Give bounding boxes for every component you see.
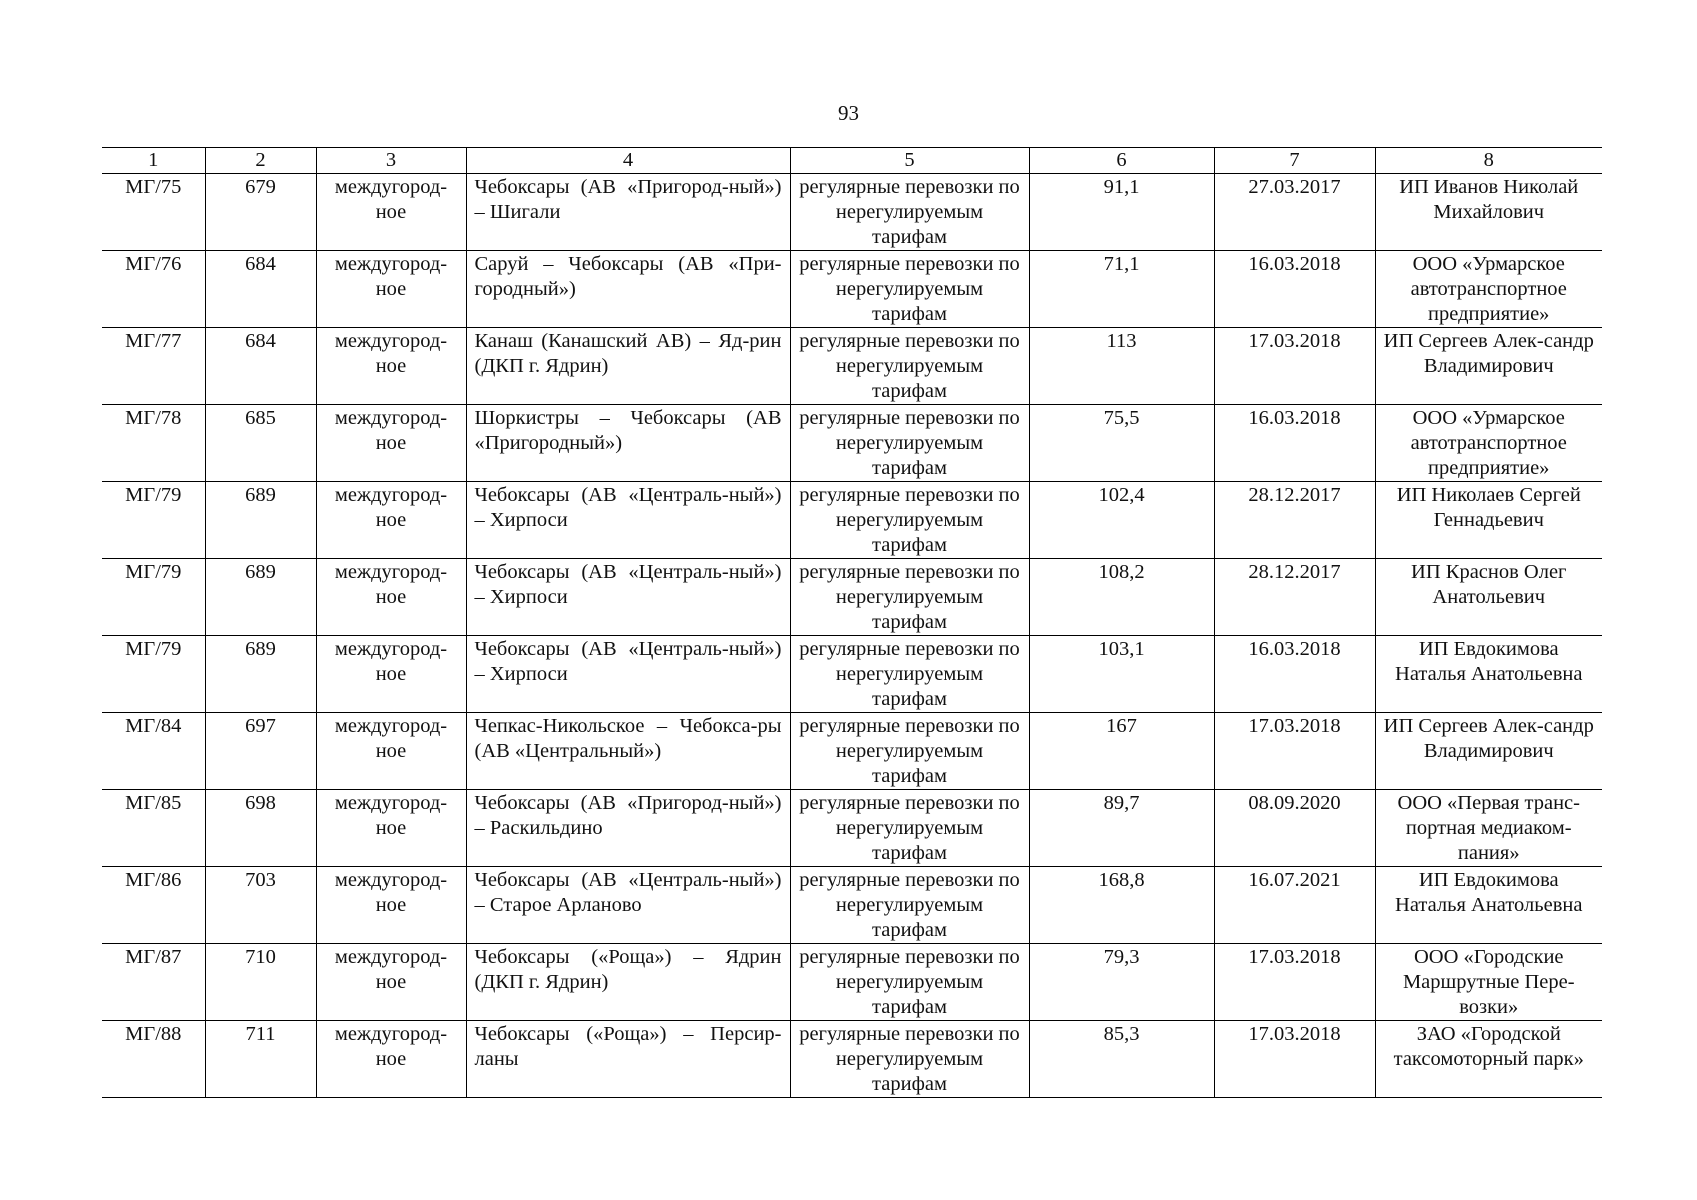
carrier-cell: ИП Краснов Олег Анатольевич bbox=[1375, 559, 1602, 636]
route-name-cell: Чебоксары («Роща») – Ядрин (ДКП г. Ядрин) bbox=[466, 944, 790, 1021]
route-code-cell: МГ/84 bbox=[102, 713, 205, 790]
route-number-cell: 684 bbox=[205, 251, 316, 328]
route-code-cell: МГ/79 bbox=[102, 482, 205, 559]
route-length-cell: 167 bbox=[1029, 713, 1214, 790]
route-name-cell: Чебоксары («Роща») – Персир-ланы bbox=[466, 1021, 790, 1098]
route-type-cell: междугород-ное bbox=[316, 1021, 466, 1098]
column-header-4: 4 bbox=[466, 148, 790, 174]
date-cell: 17.03.2018 bbox=[1214, 713, 1375, 790]
table-row bbox=[102, 944, 1602, 1021]
route-length-cell: 168,8 bbox=[1029, 867, 1214, 944]
carrier-cell: ИП Сергеев Алек-сандр Владимирович bbox=[1375, 328, 1602, 405]
transport-kind-cell: регулярные перевозки по нерегулируемым тарифам bbox=[790, 559, 1029, 636]
transport-kind-cell: регулярные перевозки по нерегулируемым тарифам bbox=[790, 944, 1029, 1021]
date-cell: 16.03.2018 bbox=[1214, 251, 1375, 328]
route-type-cell: междугород-ное bbox=[316, 636, 466, 713]
route-number-cell: 697 bbox=[205, 713, 316, 790]
carrier-cell: ЗАО «Городской таксомоторный парк» bbox=[1375, 1021, 1602, 1098]
column-header-7: 7 bbox=[1214, 148, 1375, 174]
route-code-cell: МГ/88 bbox=[102, 1021, 205, 1098]
carrier-cell: ООО «Первая транс-портная медиаком-пания» bbox=[1375, 790, 1602, 867]
column-header-2: 2 bbox=[205, 148, 316, 174]
route-type-cell: междугород-ное bbox=[316, 790, 466, 867]
route-type-cell: междугород-ное bbox=[316, 482, 466, 559]
route-name-cell: Чебоксары (АВ «Пригород-ный») – Раскильдино bbox=[466, 790, 790, 867]
route-name-cell: Канаш (Канашский АВ) – Яд-рин (ДКП г. Ядрин) bbox=[466, 328, 790, 405]
date-cell: 17.03.2018 bbox=[1214, 944, 1375, 1021]
route-name-cell: Саруй – Чебоксары (АВ «При-городный») bbox=[466, 251, 790, 328]
table-row bbox=[102, 174, 1602, 251]
route-code-cell: МГ/78 bbox=[102, 405, 205, 482]
date-cell: 28.12.2017 bbox=[1214, 559, 1375, 636]
route-number-cell: 689 bbox=[205, 559, 316, 636]
route-length-cell: 85,3 bbox=[1029, 1021, 1214, 1098]
route-type-cell: междугород-ное bbox=[316, 867, 466, 944]
column-header-5: 5 bbox=[790, 148, 1029, 174]
transport-kind-cell: регулярные перевозки по нерегулируемым тарифам bbox=[790, 405, 1029, 482]
column-header-6: 6 bbox=[1029, 148, 1214, 174]
route-length-cell: 102,4 bbox=[1029, 482, 1214, 559]
carrier-cell: ООО «Городские Маршрутные Пере-возки» bbox=[1375, 944, 1602, 1021]
route-number-cell: 711 bbox=[205, 1021, 316, 1098]
route-length-cell: 103,1 bbox=[1029, 636, 1214, 713]
route-code-cell: МГ/79 bbox=[102, 636, 205, 713]
table-row bbox=[102, 867, 1602, 944]
route-code-cell: МГ/86 bbox=[102, 867, 205, 944]
table-row bbox=[102, 559, 1602, 636]
table-row bbox=[102, 482, 1602, 559]
route-name-cell: Чебоксары (АВ «Пригород-ный») – Шигали bbox=[466, 174, 790, 251]
table-row bbox=[102, 405, 1602, 482]
column-header-1: 1 bbox=[102, 148, 205, 174]
route-type-cell: междугород-ное bbox=[316, 328, 466, 405]
route-name-cell: Чепкас-Никольское – Чебокса-ры (АВ «Центральный») bbox=[466, 713, 790, 790]
route-length-cell: 71,1 bbox=[1029, 251, 1214, 328]
route-length-cell: 75,5 bbox=[1029, 405, 1214, 482]
date-cell: 17.03.2018 bbox=[1214, 328, 1375, 405]
transport-kind-cell: регулярные перевозки по нерегулируемым тарифам bbox=[790, 636, 1029, 713]
route-length-cell: 113 bbox=[1029, 328, 1214, 405]
column-header-3: 3 bbox=[316, 148, 466, 174]
route-length-cell: 89,7 bbox=[1029, 790, 1214, 867]
carrier-cell: ИП Евдокимова Наталья Анатольевна bbox=[1375, 636, 1602, 713]
carrier-cell: ИП Иванов Николай Михайлович bbox=[1375, 174, 1602, 251]
column-header-8: 8 bbox=[1375, 148, 1602, 174]
date-cell: 17.03.2018 bbox=[1214, 1021, 1375, 1098]
route-name-cell: Чебоксары (АВ «Централь-ный») – Хирпоси bbox=[466, 636, 790, 713]
route-type-cell: междугород-ное bbox=[316, 174, 466, 251]
route-code-cell: МГ/85 bbox=[102, 790, 205, 867]
route-type-cell: междугород-ное bbox=[316, 944, 466, 1021]
transport-kind-cell: регулярные перевозки по нерегулируемым тарифам bbox=[790, 713, 1029, 790]
route-number-cell: 710 bbox=[205, 944, 316, 1021]
table-row bbox=[102, 328, 1602, 405]
transport-kind-cell: регулярные перевозки по нерегулируемым тарифам bbox=[790, 790, 1029, 867]
route-code-cell: МГ/75 bbox=[102, 174, 205, 251]
route-code-cell: МГ/77 bbox=[102, 328, 205, 405]
route-code-cell: МГ/79 bbox=[102, 559, 205, 636]
route-length-cell: 108,2 bbox=[1029, 559, 1214, 636]
route-type-cell: междугород-ное bbox=[316, 559, 466, 636]
routes-table bbox=[102, 147, 1602, 1098]
date-cell: 16.03.2018 bbox=[1214, 636, 1375, 713]
page-number: 93 bbox=[838, 101, 859, 125]
table-row bbox=[102, 790, 1602, 867]
table-row bbox=[102, 1021, 1602, 1098]
table-row bbox=[102, 636, 1602, 713]
route-number-cell: 684 bbox=[205, 328, 316, 405]
table-row bbox=[102, 713, 1602, 790]
route-type-cell: междугород-ное bbox=[316, 713, 466, 790]
route-number-cell: 685 bbox=[205, 405, 316, 482]
route-type-cell: междугород-ное bbox=[316, 251, 466, 328]
transport-kind-cell: регулярные перевозки по нерегулируемым тарифам bbox=[790, 482, 1029, 559]
header-row bbox=[102, 148, 1602, 174]
carrier-cell: ИП Сергеев Алек-сандр Владимирович bbox=[1375, 713, 1602, 790]
date-cell: 08.09.2020 bbox=[1214, 790, 1375, 867]
carrier-cell: ИП Евдокимова Наталья Анатольевна bbox=[1375, 867, 1602, 944]
route-number-cell: 703 bbox=[205, 867, 316, 944]
route-number-cell: 679 bbox=[205, 174, 316, 251]
route-code-cell: МГ/87 bbox=[102, 944, 205, 1021]
date-cell: 28.12.2017 bbox=[1214, 482, 1375, 559]
date-cell: 27.03.2017 bbox=[1214, 174, 1375, 251]
date-cell: 16.07.2021 bbox=[1214, 867, 1375, 944]
route-number-cell: 689 bbox=[205, 636, 316, 713]
route-code-cell: МГ/76 bbox=[102, 251, 205, 328]
date-cell: 16.03.2018 bbox=[1214, 405, 1375, 482]
carrier-cell: ИП Николаев Сергей Геннадьевич bbox=[1375, 482, 1602, 559]
route-type-cell: междугород-ное bbox=[316, 405, 466, 482]
transport-kind-cell: регулярные перевозки по нерегулируемым тарифам bbox=[790, 328, 1029, 405]
transport-kind-cell: регулярные перевозки по нерегулируемым тарифам bbox=[790, 1021, 1029, 1098]
carrier-cell: ООО «Урмарское автотранспортное предприятие» bbox=[1375, 251, 1602, 328]
route-length-cell: 91,1 bbox=[1029, 174, 1214, 251]
route-name-cell: Чебоксары (АВ «Централь-ный») – Старое Арланово bbox=[466, 867, 790, 944]
table-row bbox=[102, 251, 1602, 328]
route-number-cell: 698 bbox=[205, 790, 316, 867]
route-number-cell: 689 bbox=[205, 482, 316, 559]
transport-kind-cell: регулярные перевозки по нерегулируемым тарифам bbox=[790, 867, 1029, 944]
route-name-cell: Чебоксары (АВ «Централь-ный») – Хирпоси bbox=[466, 559, 790, 636]
route-name-cell: Шоркистры – Чебоксары (АВ «Пригородный») bbox=[466, 405, 790, 482]
carrier-cell: ООО «Урмарское автотранспортное предприятие» bbox=[1375, 405, 1602, 482]
transport-kind-cell: регулярные перевозки по нерегулируемым тарифам bbox=[790, 251, 1029, 328]
route-length-cell: 79,3 bbox=[1029, 944, 1214, 1021]
transport-kind-cell: регулярные перевозки по нерегулируемым тарифам bbox=[790, 174, 1029, 251]
route-name-cell: Чебоксары (АВ «Централь-ный») – Хирпоси bbox=[466, 482, 790, 559]
